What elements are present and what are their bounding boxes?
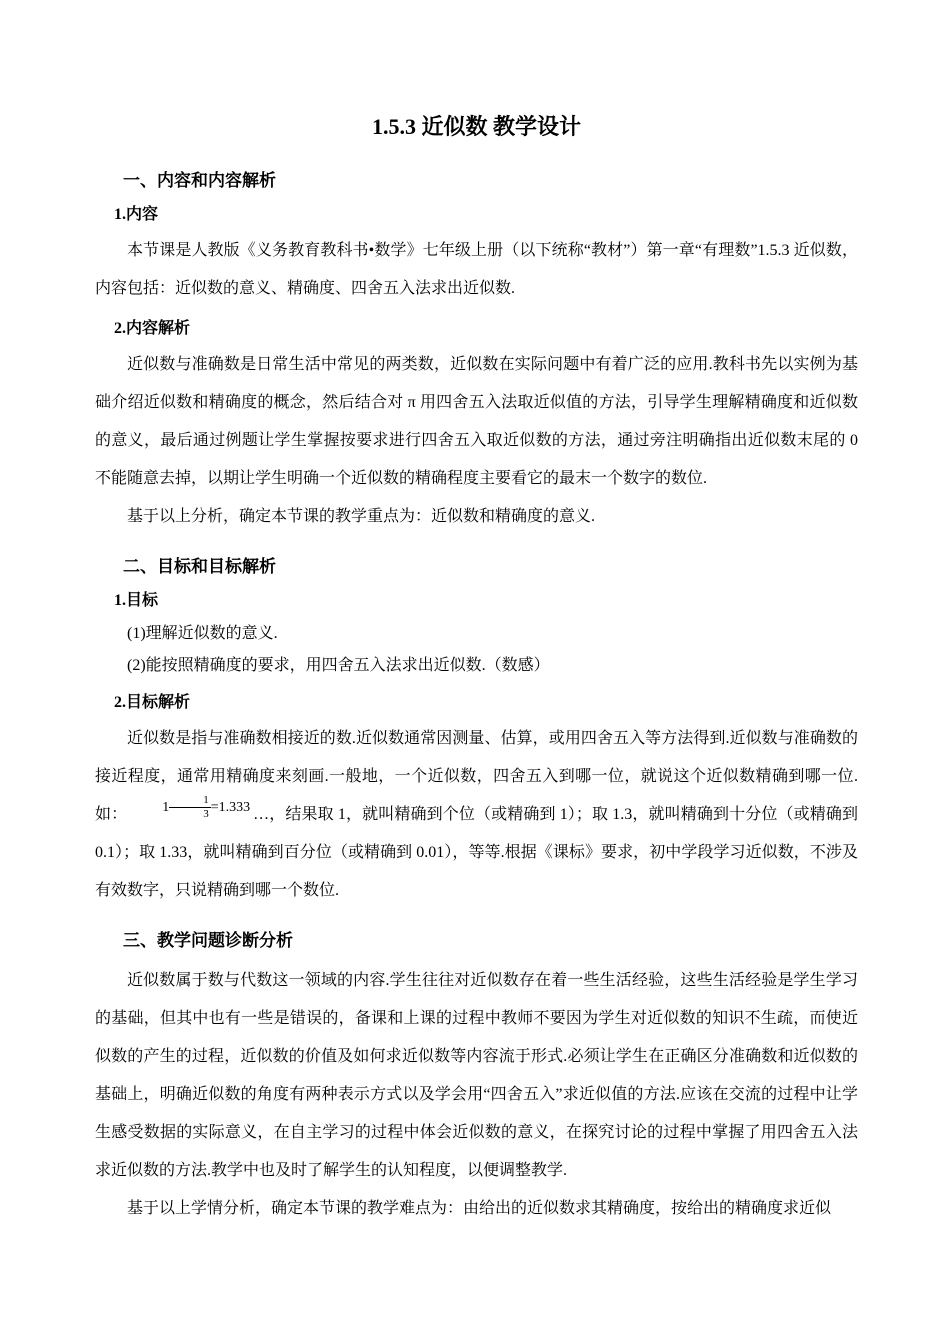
paragraph-text-after-formula: …，结果取 1，就叫精确到个位（或精确到 1）；取 1.3，就叫精确到十分位（或精确到 0.1）；取 1.33，就叫精确到百分位（或精确到 0.01），等等.根据《课标》要求，初中学段学习近似数，不涉及有效数字，只说精确到哪一个数位. xyxy=(95,806,858,900)
paragraph-teaching-difficulty: 基于以上学情分析，确定本节课的教学难点为：由给出的近似数求其精确度，按给出的精确度求近似 xyxy=(127,1200,832,1218)
goal-item-2: (2)能按照精确度的要求，用四舍五入法求出近似数.（数感） xyxy=(127,657,550,674)
paragraph-content-analysis: 近似数与准确数是日常生活中常见的两类数，近似数在实际问题中有着广泛的应用.教科书先以实例为基础介绍近似数和精确度的概念，然后结合对 π 用四舍五入法取近似值的方法，引导学生理解精确度和近似数的意义，最后通过例题让学生掌握按要求进行四舍五入取近似数的方法，通过旁注明确指出近似数末尾的 0 不能随意去掉，以期让学生明确一个近似数的精确程度主要看它的最末一个数字的数位. xyxy=(95,356,858,487)
paragraph-content-intro: 本节课是人教版《义务教育教科书•数学》七年级上册（以下统称“教材”）第一章“有理数”1.5.3 近似数，内容包括：近似数的意义、精确度、四舍五入法求出近似数. xyxy=(95,242,858,297)
fraction-denominator: 3 xyxy=(203,807,209,820)
paragraph-teaching-focus: 基于以上分析，确定本节课的教学重点为：近似数和精确度的意义. xyxy=(127,508,596,525)
subheading-2-goal-analysis: 2.目标解析 xyxy=(114,694,191,711)
subheading-2-goals: 1.目标 xyxy=(114,592,159,609)
paragraph-text-before-formula: 近似数是指与准确数相接近的数.近似数通常因测量、估算，或用四舍五入等方法得到.近似数与准确数的接近程度，通常用精确度来刻画.一般地，一个近似数，四舍五入到哪一位，就说这个近似数精确到哪一位.如： xyxy=(95,730,858,823)
section-heading-1: 一、内容和内容解析 xyxy=(123,171,276,190)
subheading-1-content: 1.内容 xyxy=(114,206,159,223)
section-heading-3: 三、教学问题诊断分析 xyxy=(123,931,293,951)
fraction-numerator: 1 xyxy=(169,794,211,808)
goal-item-1: (1)理解近似数的意义. xyxy=(127,625,278,642)
formula-result: =1.333 xyxy=(210,800,251,816)
subheading-1-analysis: 2.内容解析 xyxy=(114,320,191,337)
document-title: 1.5.3 近似数 教学设计 xyxy=(371,114,581,139)
fraction xyxy=(169,794,211,820)
paragraph-goal-analysis xyxy=(95,720,858,910)
fraction-formula xyxy=(130,789,250,827)
formula-whole-number: 1 xyxy=(162,800,170,816)
paragraph-diagnosis-analysis: 近似数属于数与代数这一领域的内容.学生往往对近似数存在着一些生活经验，这些生活经验是学生学习的基础，但其中也有一些是错误的，备课和上课的过程中教师不要因为学生对近似数的知识不生疏，而使近似数的产生的过程，近似数的价值及如何求近似数等内容流于形式.必须让学生在正确区分准确数和近似数的基础上，明确近似数的角度有两种表示方式以及学会用“四舍五入”求近似值的方法.应该在交流的过程中让学生感受数据的实际意义，在自主学习的过程中体会近似数的意义，在探究讨论的过程中掌握了用四舍五入法求近似数的方法.教学中也及时了解学生的认知程度，以便调整教学. xyxy=(95,972,858,1180)
section-heading-2: 二、目标和目标解析 xyxy=(123,557,276,576)
